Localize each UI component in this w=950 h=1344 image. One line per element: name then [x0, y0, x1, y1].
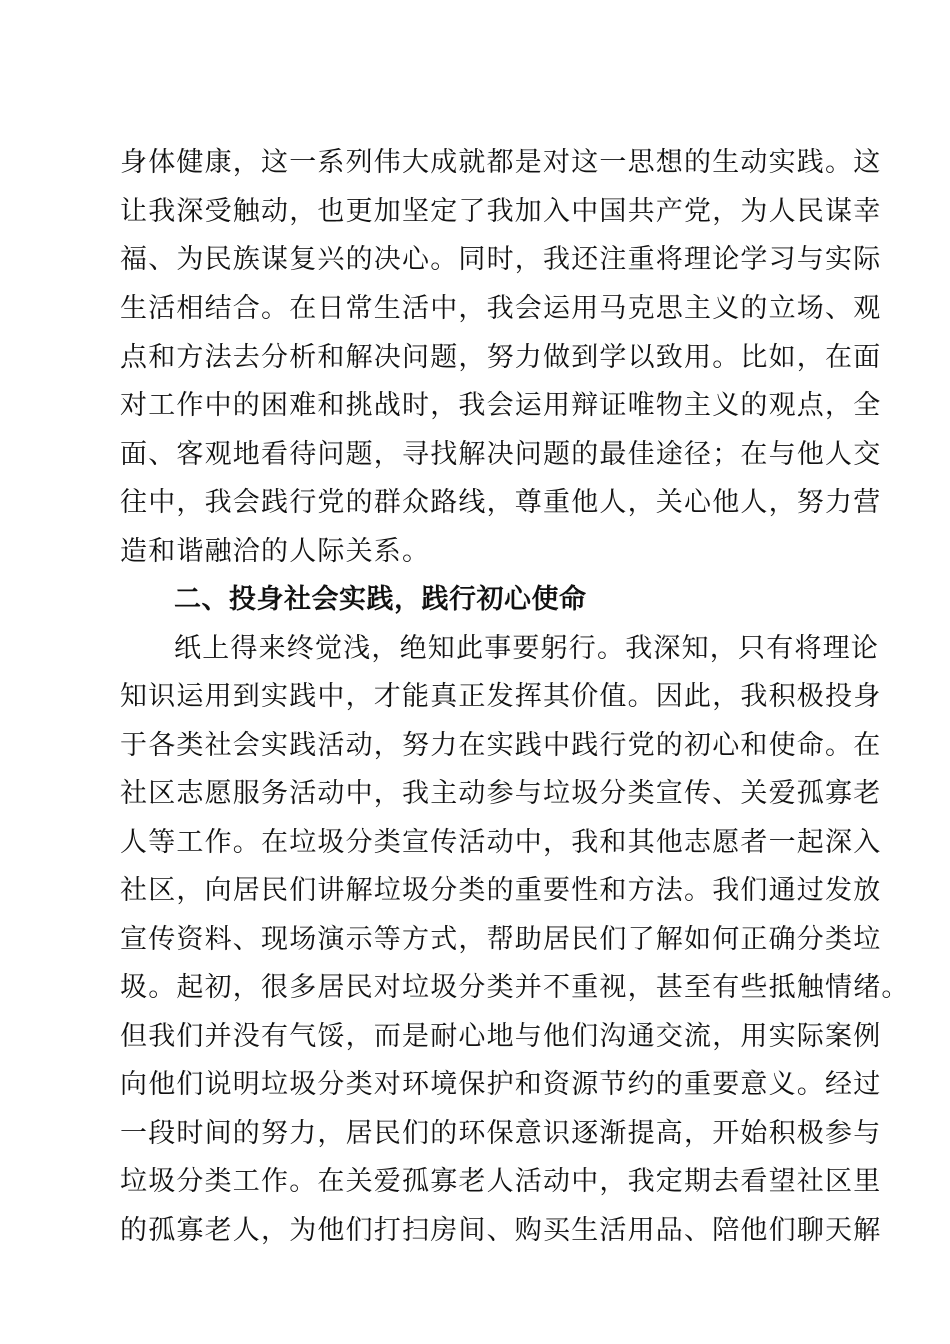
- text-line: 人等工作。在垃圾分类宣传活动中，我和其他志愿者一起深入: [120, 827, 882, 858]
- text-line: 社区志愿服务活动中，我主动参与垃圾分类宣传、关爱孤寡老: [120, 778, 882, 809]
- text-line: 往中，我会践行党的群众路线，尊重他人，关心他人，努力营: [120, 487, 882, 518]
- text-line: 于各类社会实践活动，努力在实践中践行党的初心和使命。在: [120, 730, 882, 761]
- text-line: 面、客观地看待问题，寻找解决问题的最佳途径；在与他人交: [120, 439, 882, 470]
- text-line: 生活相结合。在日常生活中，我会运用马克思主义的立场、观: [120, 293, 882, 324]
- text-line: 点和方法去分析和解决问题，努力做到学以致用。比如，在面: [120, 342, 882, 373]
- text-line: 造和谐融洽的人际关系。: [120, 536, 431, 567]
- text-line: 向他们说明垃圾分类对环境保护和资源节约的重要意义。经过: [120, 1069, 882, 1100]
- text-line: 一段时间的努力，居民们的环保意识逐渐提高，开始积极参与: [120, 1118, 882, 1149]
- text-line: 身体健康，这一系列伟大成就都是对这一思想的生动实践。这: [120, 147, 882, 178]
- text-line: 纸上得来终觉浅，绝知此事要躬行。我深知，只有将理论: [174, 633, 879, 664]
- text-line: 宣传资料、现场演示等方式，帮助居民们了解如何正确分类垃: [120, 924, 882, 955]
- text-line: 知识运用到实践中，才能真正发挥其价值。因此，我积极投身: [120, 681, 882, 712]
- text-line: 但我们并没有气馁，而是耐心地与他们沟通交流，用实际案例: [120, 1021, 882, 1052]
- text-line: 圾。起初，很多居民对垃圾分类并不重视，甚至有些抵触情绪。: [120, 972, 910, 1003]
- text-line: 垃圾分类工作。在关爱孤寡老人活动中，我定期去看望社区里: [120, 1166, 882, 1197]
- text-line: 让我深受触动，也更加坚定了我加入中国共产党，为人民谋幸: [120, 196, 882, 227]
- text-line: 福、为民族谋复兴的决心。同时，我还注重将理论学习与实际: [120, 244, 882, 275]
- text-line: 对工作中的困难和挑战时，我会运用辩证唯物主义的观点，全: [120, 390, 882, 421]
- text-line: 社区，向居民们讲解垃圾分类的重要性和方法。我们通过发放: [120, 875, 882, 906]
- text-line: 的孤寡老人，为他们打扫房间、购买生活用品、陪他们聊天解: [120, 1215, 882, 1246]
- section-heading: 二、投身社会实践，践行初心使命: [174, 584, 587, 615]
